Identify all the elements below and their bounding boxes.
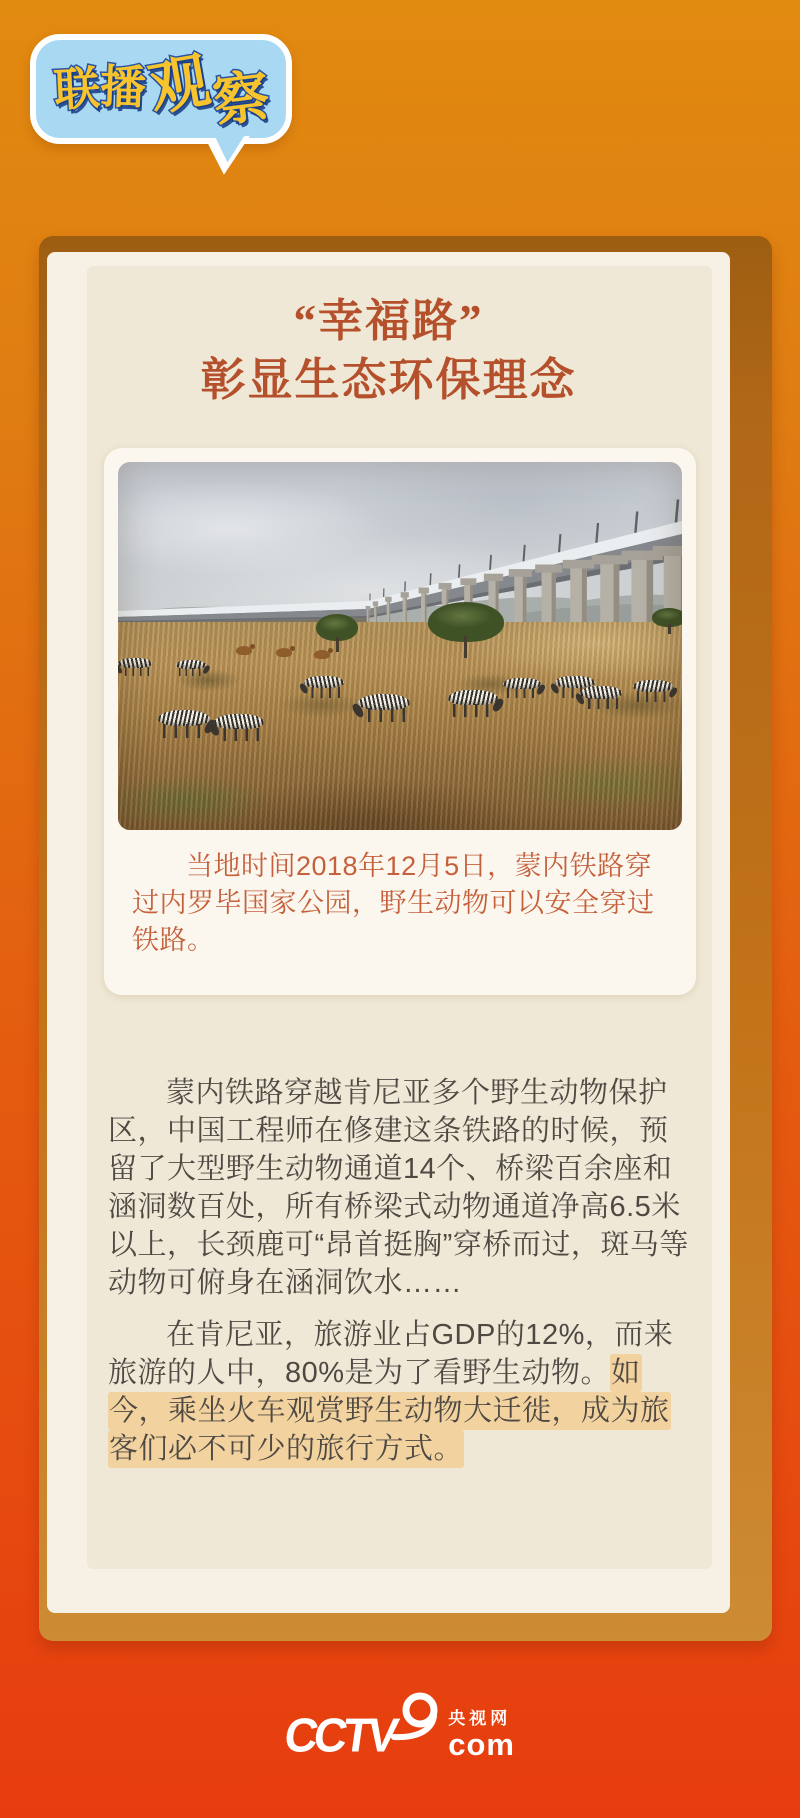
cctv-circle-swoosh-icon — [390, 1688, 446, 1746]
badge-char-4: 察 — [209, 63, 273, 134]
badge-char-2: 播 — [99, 60, 147, 114]
paragraph-2-text: 在肯尼亚，旅游业占GDP的12%，而来旅游的人中，80%是为了看野生动物。 — [108, 1319, 674, 1389]
program-badge-title — [30, 34, 292, 144]
cctv-com-label: com — [448, 1727, 515, 1762]
photo-caption: 当地时间2018年12月5日，蒙内铁路穿过内罗毕国家公园，野生动物可以安全穿过铁路。 — [132, 851, 655, 955]
program-badge — [30, 34, 292, 144]
paragraph-1-text: 蒙内铁路穿越肯尼亚多个野生动物保护区，中国工程师在修建这条铁路的时候，预留了大型野生动物通道14个、桥梁百余座和涵洞数百处，所有桥梁式动物通道净高6.5米以上，长颈鹿可“昂首挺胸”穿桥而过，斑马等动物可俯身在涵洞饮水…… — [108, 1077, 689, 1299]
article-card — [47, 252, 730, 1613]
badge-char-1: 联 — [52, 61, 102, 117]
photo-card — [104, 448, 696, 995]
cctv-cn-label: 央视网 — [448, 1709, 512, 1728]
article-body — [108, 1074, 694, 1482]
badge-char-3: 观 — [143, 46, 215, 123]
cctv-wordmark: CCTV — [281, 1707, 399, 1763]
paragraph-1 — [108, 1074, 694, 1302]
article-title — [47, 292, 730, 410]
highlighted-sentence: 如今，乘坐火车观赏野生动物大迁徙，成为旅客们必不可少的旅行方式。 — [108, 1354, 671, 1468]
paragraph-2 — [108, 1316, 694, 1468]
article-title-line2: 彰显生态环保理念 — [200, 355, 577, 405]
cctv-footer-logo — [0, 1692, 800, 1762]
railway-zebra-photo — [118, 462, 682, 830]
photo-vignette — [118, 462, 682, 830]
cctv-footer-text-col — [448, 1692, 515, 1760]
article-title-line1: “幸福路” — [293, 296, 484, 346]
